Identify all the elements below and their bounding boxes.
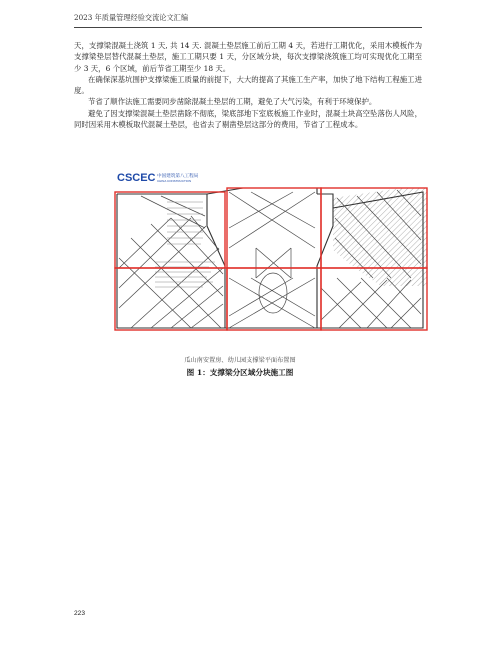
figure-caption: 图 1：支撑梁分区域分块施工图	[186, 368, 294, 377]
logo-name: 中国建筑第八工程局	[157, 174, 199, 179]
strut-lattice-center	[229, 192, 315, 328]
paragraph: 避免了因支撑梁混凝土垫层凿除不彻底，梁底部地下室底板施工作业时，混凝土块高空坠落伤人风险，同时因采用木模板取代混凝土垫层，也省去了剔凿垫层这部分的费用，节省了工程成本。	[74, 108, 422, 130]
logo-mark: CSCEC	[117, 172, 156, 184]
support-beam-plan-drawing	[111, 168, 431, 352]
hatched-area	[333, 188, 427, 286]
region-box	[115, 268, 227, 330]
paragraph: 节省了顺作法施工需要同步凿除混凝土垫层的工期，避免了大气污染，有利于环境保护。	[88, 97, 377, 107]
page-number: 223	[74, 610, 86, 617]
support-beam-plan-figure	[111, 168, 431, 352]
company-logo	[117, 172, 199, 184]
figure-subcaption: 瓜山南安置房、幼儿园支撑梁平面布置图	[184, 357, 296, 364]
paragraph: 在确保深基坑围护支撑梁施工质量的前提下，大大的提高了其施工生产率，加快了地下结构工程施工进度。	[74, 74, 422, 96]
header-divider	[74, 27, 422, 28]
logo-sub: CHINA CONSTRUCTION	[157, 179, 192, 183]
running-header: 2023 年质量管理经验交流论文汇编	[74, 13, 189, 22]
body-text	[74, 40, 422, 130]
paragraph: 天，支撑梁混凝土浇筑 1 天, 共 14 天. 混凝土垫层施工前后工期 4 天，若进行工期优化，采用木模板作为支撑梁垫层替代混凝土垫层，施工工期只要 1 天，分区域分块，每次支撑梁浇筑施工均可实现优化工期至少 3 天，6 个区域，前后节省工期至少 18 天。	[74, 41, 422, 73]
